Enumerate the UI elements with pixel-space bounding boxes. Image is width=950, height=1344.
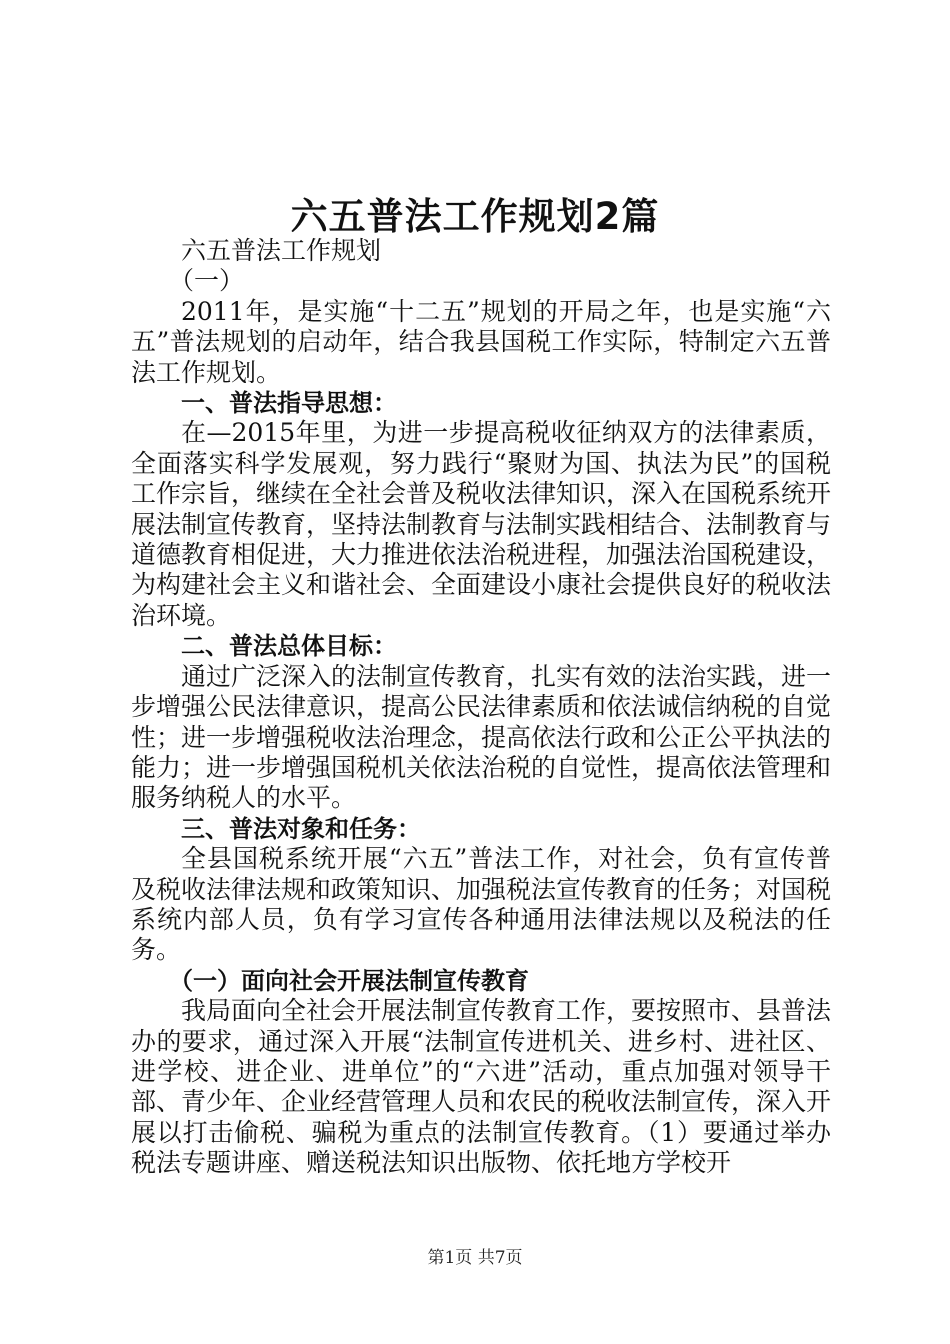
document-title: 六五普法工作规划2篇 — [290, 195, 660, 238]
part-marker: （一） — [169, 266, 245, 296]
section2-paragraph: 通过广泛深入的法制宣传教育，扎实有效的法治实践，进一步增强公民法律意识，提高公民法律素质和依法诚信纳税的自觉性；进一步增强税收法治理念，提高依法行政和公正公平执法的能力；进一步增强国税机关依法治税的自觉性，提高依法管理和服务纳税人的水平。 — [131, 661, 832, 813]
section3-heading: 三、普法对象和任务： — [181, 814, 421, 843]
page-footer: 第1页 共7页 — [427, 1248, 523, 1268]
intro-paragraph: 2011年，是实施“十二五”规划的开局之年，也是实施“六五”普法规划的启动年，结合我县国税工作实际，特制定六五普法工作规划。 — [131, 296, 831, 387]
section1-heading: 一、普法指导思想： — [181, 389, 397, 418]
document-body — [131, 236, 831, 1179]
section3-paragraph: 全县国税系统开展“六五”普法工作，对社会，负有宣传普及税收法律法规和政策知识、加强税法宣传教育的任务；对国税系统内部人员，负有学习宣传各种通用法律法规以及税法的任务。 — [131, 844, 832, 965]
section1-paragraph: 在—2015年里，为进一步提高税收征纳双方的法律素质，全面落实科学发展观，努力践行“聚财为国、执法为民”的国税工作宗旨，继续在全社会普及税收法律知识，深入在国税系统开展法制宣传教育，坚持法制教育与法制实践相结合、法制教育与道德教育相促进，大力推进依法治税进程，加强法治国税建设，为构建社会主义和谐社会、全面建设小康社会提供良好的税收法治环境。 — [131, 418, 832, 630]
section2-heading: 二、普法总体目标： — [181, 632, 397, 661]
subsection1-paragraph: 我局面向全社会开展法制宣传教育工作，要按照市、县普法办的要求，通过深入开展“法制宣传进机关、进乡村、进社区、进学校、进企业、进单位”的“六进”活动，重点加强对领导干部、青少年、企业经营管理人员和农民的税收法制宣传，深入开展以打击偷税、骗税为重点的法制宣传教育。（1）要通过举办税法专题讲座、赠送税法知识出版物、依托地方学校开 — [131, 996, 832, 1178]
document-subtitle: 六五普法工作规划 — [181, 236, 382, 265]
subsection1-heading: （一）面向社会开展法制宣传教育 — [169, 966, 529, 995]
